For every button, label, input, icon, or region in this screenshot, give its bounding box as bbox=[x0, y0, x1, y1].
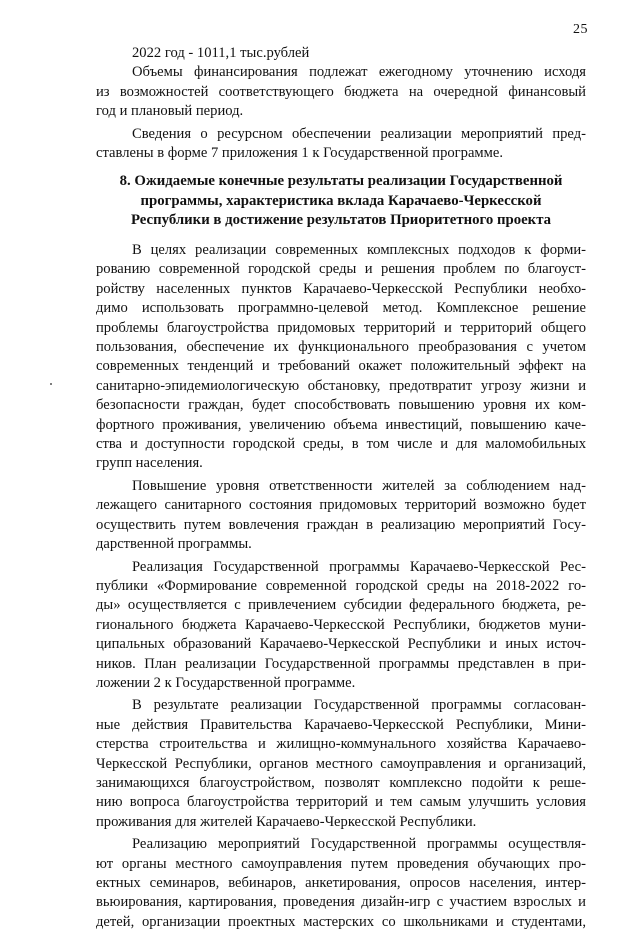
text-line: димо использовать программно-целевой метод. Комплексное решение bbox=[96, 300, 586, 317]
text-line: ложении 2 к Государственной программе. bbox=[96, 674, 356, 691]
body-text bbox=[96, 241, 586, 932]
paragraph bbox=[96, 558, 586, 694]
text-line: ройству населенных пунктов Карачаево-Черкесской Республики необхо- bbox=[96, 280, 586, 297]
text-line: ектных семинаров, вебинаров, анкетирования, опросов населения, интер- bbox=[96, 875, 586, 891]
financing-section bbox=[96, 44, 586, 163]
paragraph bbox=[96, 241, 586, 474]
text-line: В целях реализации современных комплексных подходов к форми- bbox=[132, 242, 586, 258]
text-line: публики «Формирование современной городской среды на 2018-2022 го- bbox=[96, 577, 586, 594]
text-line: ставлены в форме 7 приложения 1 к Государственной программе. bbox=[96, 145, 504, 162]
text-line: групп населения. bbox=[96, 455, 203, 472]
text-line: рованию современной городской среды и решения проблем по благоуст- bbox=[96, 261, 586, 278]
text-line: ные действия Правительства Карачаево-Черкесской Республики, Мини- bbox=[96, 716, 586, 733]
text-line: вьюирования, картирования, проведения дизайн-игр с участием взрослых и bbox=[96, 894, 586, 911]
text-line: проблемы благоустройства придомовых территорий и территорий общего bbox=[96, 319, 586, 336]
paragraph bbox=[96, 477, 586, 555]
text-line: ды» осуществляется с привлечением субсидии федерального бюджета, ре- bbox=[96, 597, 586, 614]
text-line: из возможностей соответствующего бюджета на очередной финансовый bbox=[96, 83, 586, 100]
text-line: современных тенденций и требований окажет положительный эффект на bbox=[96, 358, 586, 375]
heading-line: Республики в достижение результатов Приоритетного проекта bbox=[130, 212, 552, 228]
text-line: пользования, обеспечение их функционального преобразования с учетом bbox=[96, 339, 586, 356]
text-line: Реализацию мероприятий Государственной программы осуществля- bbox=[132, 836, 586, 853]
paragraph bbox=[96, 835, 586, 932]
page-number: 25 bbox=[573, 22, 588, 37]
text-line: ников. План реализации Государственной программы представлен в при- bbox=[96, 655, 586, 672]
text-line: гионального бюджета Карачаево-Черкесской Республики, бюджетов муни- bbox=[96, 616, 586, 633]
text-line: Сведения о ресурсном обеспечении реализации мероприятий пред- bbox=[132, 125, 586, 142]
text-line: 2022 год - 1011,1 тыс.рублей bbox=[132, 45, 310, 61]
text-line: год и плановый период. bbox=[96, 103, 244, 120]
text-line: Повышение уровня ответственности жителей за соблюдением над- bbox=[132, 477, 586, 494]
text-line: стерства строительства и жилищно-коммунального хозяйства Карачаево- bbox=[96, 736, 586, 753]
text-line: фортного проживания, увеличению объема инвестиций, повышению каче- bbox=[96, 416, 586, 433]
text-line: безопасности граждан, будет способствовать повышению уровня их ком- bbox=[96, 397, 586, 414]
text-line: ципальных образований Карачаево-Черкесской Республики и иных источ- bbox=[96, 636, 586, 653]
text-line: осуществить путем вовлечения граждан в реализацию мероприятий Госу- bbox=[96, 516, 586, 533]
text-line: В результате реализации Государственной программы согласован- bbox=[132, 697, 586, 714]
text-line: дарственной программы. bbox=[96, 536, 252, 553]
paragraph bbox=[96, 696, 586, 832]
text-line: детей, организации проектных мастерских со школьниками и студентами, bbox=[96, 913, 586, 930]
text-line: Объемы финансирования подлежат ежегодному уточнению исходя bbox=[132, 64, 586, 81]
section-heading bbox=[96, 172, 586, 231]
text-line: ства и доступности городской среды, в том числе и для маломобильных bbox=[96, 436, 586, 453]
heading-line: 8. Ожидаемые конечные результаты реализации Государственной bbox=[119, 173, 563, 189]
text-line: нию вопроса благоустройства территорий и тем самым улучшить условия bbox=[96, 794, 586, 811]
text-line: ют органы местного самоуправления путем проведения обучающих про- bbox=[96, 855, 586, 872]
text-line: Реализация Государственной программы Карачаево-Черкесской Рес- bbox=[132, 558, 586, 575]
heading-line: программы, характеристика вклада Карачаево-Черкесской bbox=[140, 192, 542, 209]
text-line: проживания для жителей Карачаево-Черкесской Республики. bbox=[96, 813, 477, 830]
scan-speck bbox=[50, 383, 52, 385]
text-line: санитарно-эпидемиологическую обстановку, предотвратит угрозу жизни и bbox=[96, 377, 586, 394]
text-line: занимающихся благоустройством, позволят комплексно подойти к реше- bbox=[96, 774, 586, 791]
text-line: Черкесской Республики, органов местного самоуправления и организаций, bbox=[96, 755, 586, 772]
text-line: лежащего санитарного состояния придомовых территорий возможно будет bbox=[96, 497, 586, 514]
